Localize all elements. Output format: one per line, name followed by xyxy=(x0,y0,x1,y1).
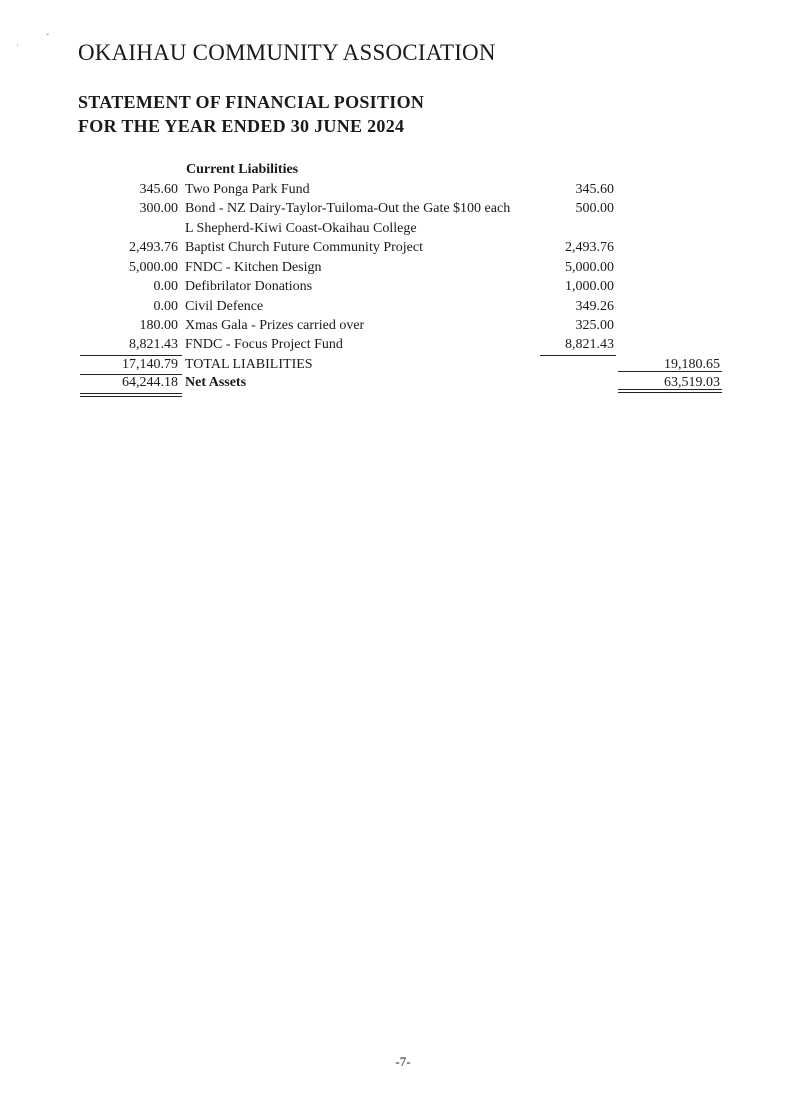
line-item-label: Baptist Church Future Community Project xyxy=(185,240,423,255)
line-item-label: L Shepherd-Kiwi Coast-Okaihau College xyxy=(185,221,417,236)
prior-year-amount: 300.00 xyxy=(139,201,178,216)
prior-year-amount: 2,493.76 xyxy=(129,240,178,255)
prior-year-amount: 0.00 xyxy=(153,299,178,314)
line-item-label: Two Ponga Park Fund xyxy=(185,182,310,197)
current-year-amount: 2,493.76 xyxy=(565,240,614,255)
line-item-label: FNDC - Focus Project Fund xyxy=(185,337,343,352)
line-item-label: Civil Defence xyxy=(185,299,264,314)
table-row xyxy=(0,240,806,260)
current-year-amount: 5,000.00 xyxy=(565,260,614,275)
scan-mark: ˇ xyxy=(46,32,49,42)
section-heading: Current Liabilities xyxy=(186,162,299,177)
table-row xyxy=(0,182,806,202)
total-liabilities-amount: 19,180.65 xyxy=(664,357,720,372)
table-row xyxy=(0,260,806,280)
table-row xyxy=(0,279,806,299)
organization-name: OKAIHAU COMMUNITY ASSOCIATION xyxy=(78,40,496,65)
table-row xyxy=(0,201,806,221)
prior-net-assets-double-rule xyxy=(80,393,182,397)
statement-period: FOR THE YEAR ENDED 30 JUNE 2024 xyxy=(78,116,405,136)
current-year-amount: 325.00 xyxy=(575,318,614,333)
line-item-label: Xmas Gala - Prizes carried over xyxy=(185,318,365,333)
prior-year-amount: 180.00 xyxy=(139,318,178,333)
scan-mark: · xyxy=(16,40,19,50)
table-row xyxy=(0,318,806,338)
table-row xyxy=(0,299,806,319)
line-item-label: FNDC - Kitchen Design xyxy=(185,260,322,275)
line-item-label: Bond - NZ Dairy-Taylor-Tuiloma-Out the Gate $100 each xyxy=(185,201,511,216)
line-item-label: Defibrilator Donations xyxy=(185,279,313,294)
prior-net-assets: 64,244.18 xyxy=(122,375,178,390)
total-liabilities-label: TOTAL LIABILITIES xyxy=(185,357,313,372)
total-liabilities-rule xyxy=(618,371,722,372)
table-row xyxy=(0,221,806,241)
prior-year-amount: 0.00 xyxy=(153,279,178,294)
net-assets-double-rule xyxy=(618,389,722,393)
page-number: -7- xyxy=(395,1054,411,1069)
net-assets-label: Net Assets xyxy=(185,375,247,390)
current-subtotal-rule xyxy=(540,355,616,356)
current-year-amount: 349.26 xyxy=(575,299,614,314)
prior-total-liabilities: 17,140.79 xyxy=(122,357,178,372)
current-year-amount: 8,821.43 xyxy=(565,337,614,352)
current-year-amount: 500.00 xyxy=(575,201,614,216)
prior-subtotal-rule xyxy=(80,355,182,356)
net-assets-amount: 63,519.03 xyxy=(664,375,720,390)
current-year-amount: 1,000.00 xyxy=(565,279,614,294)
prior-year-amount: 5,000.00 xyxy=(129,260,178,275)
prior-year-amount: 8,821.43 xyxy=(129,337,178,352)
table-row xyxy=(0,337,806,357)
statement-title: STATEMENT OF FINANCIAL POSITION xyxy=(78,92,425,112)
prior-year-amount: 345.60 xyxy=(139,182,178,197)
current-year-amount: 345.60 xyxy=(575,182,614,197)
